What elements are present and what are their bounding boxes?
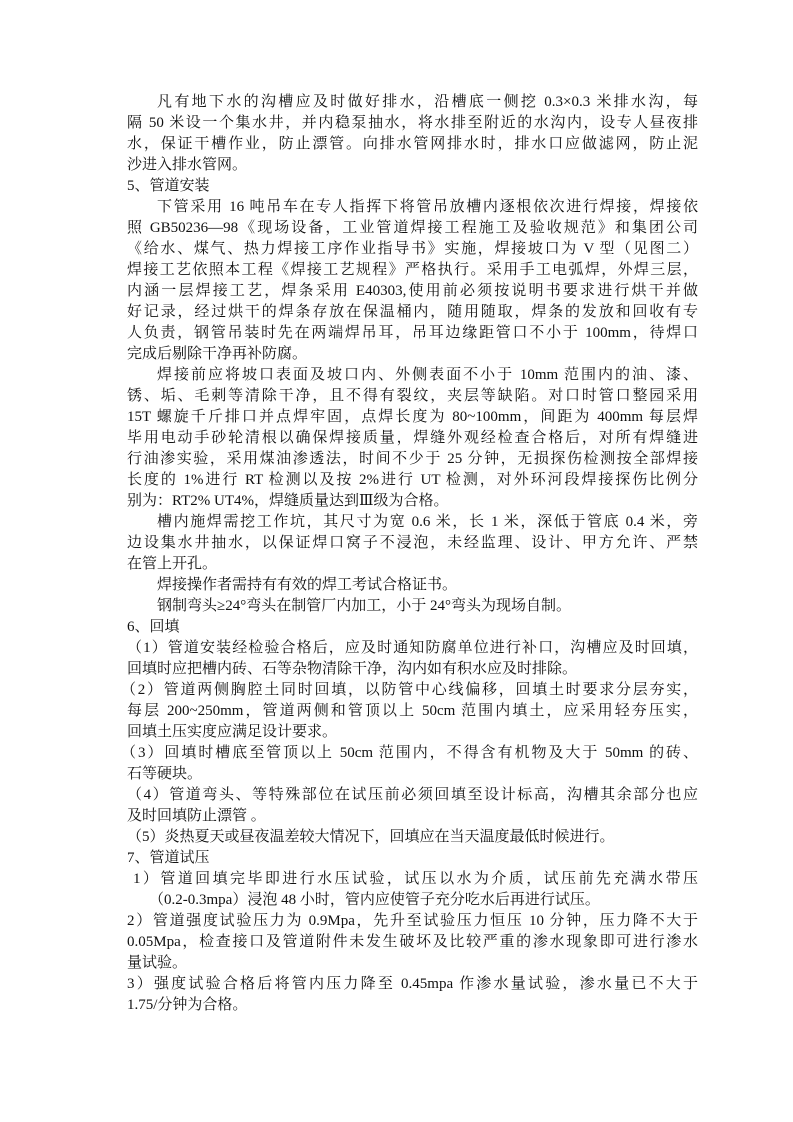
paragraph: [127, 974, 698, 1016]
paragraph: [127, 575, 698, 596]
text-line: 内涵一层焊接工艺，焊条采用 E40303,使用前必须按说明书要求进行烘干并做: [127, 283, 698, 299]
section-heading: [127, 848, 698, 869]
text-line: 15T 螺旋千斤排口并点焊牢固，点焊长度为 80~100mm，间距为 400mm 每层焊: [127, 409, 698, 425]
text-line: 2）管道强度试验压力为 0.9Mpa，先升至试验压力恒压 10 分钟，压力降不大于: [127, 913, 698, 929]
text-line: 《给水、煤气、热力焊接工序作业指导书》实施，焊接坡口为 V 型（见图二）: [127, 241, 698, 257]
text-line: 焊接工艺依照本工程《焊接工艺规程》严格执行。采用手工电弧焊，外焊三层，: [127, 262, 698, 278]
text-line: 石等硬块。: [127, 766, 203, 782]
paragraph: [127, 869, 698, 911]
text-line: 及时回填防止漂管 。: [127, 808, 266, 824]
paragraph: [127, 827, 698, 848]
text-line: 别为：RT2% UT4%，焊缝质量达到Ⅲ级为合格。: [127, 493, 449, 509]
text-line: 5、管道安装: [127, 178, 210, 194]
text-line: 水，保证干槽作业，防止漂管。向排水管网排水时，排水口应做滤网，防止泥: [127, 136, 698, 152]
text-line: 凡有地下水的沟槽应及时做好排水，沿槽底一侧挖 0.3×0.3 米排水沟，每: [157, 94, 698, 110]
text-line: 行油渗实验，采用煤油渗透法，时间不少于 25 分钟，无损探伤检测按全部焊接: [127, 451, 698, 467]
text-line: 1）管道回填完毕即进行水压试验，试压以水为介质，试压前先充满水带压: [133, 871, 698, 887]
paragraph: [121, 680, 698, 743]
paragraph: [127, 911, 698, 974]
text-line: 焊接前应将坡口表面及坡口内、外侧表面不小于 10mm 范围内的油、漆、: [157, 367, 698, 383]
text-line: 完成后剔除干净再补防腐。: [127, 346, 308, 362]
text-line: 在管上开孔。: [127, 556, 218, 572]
text-line: 0.05Mpa，检查接口及管道附件未发生破坏及比较严重的渗水现象即可进行渗水: [127, 934, 698, 950]
text-line: （3）回填时槽底至管顶以上 50cm 范围内，不得含有机物及大于 50mm 的砖、: [121, 745, 698, 761]
text-line: 钢制弯头≥24°弯头在制管厂内加工，小于 24°弯头为现场自制。: [157, 598, 571, 614]
paragraph: [121, 743, 698, 785]
text-line: 每层 200~250mm，管道两侧和管顶以上 50cm 范围内填土，应采用轻夯压实，: [127, 703, 698, 719]
paragraph: [127, 638, 698, 680]
text-line: 沙进入排水管网。: [127, 157, 248, 173]
section-heading: [127, 617, 698, 638]
text-line: 人负责，钢管吊装时先在两端焊吊耳，吊耳边缘距管口不小于 100mm，待焊口: [127, 325, 698, 341]
text-line: 7、管道试压: [127, 850, 210, 866]
paragraph: [127, 596, 698, 617]
text-line: 长度的 1%进行 RT 检测以及按 2%进行 UT 检测，对外环河段焊接探伤比例分: [127, 472, 698, 488]
text-line: 3）强度试验合格后将管内压力降至 0.45mpa 作渗水量试验，渗水量已不大于: [127, 976, 698, 992]
text-line: 槽内施焊需挖工作坑，其尺寸为宽 0.6 米，长 1 米，深低于管底 0.4 米，旁: [157, 514, 698, 530]
section-heading: [127, 176, 698, 197]
text-line: 隔 50 米设一个集水井，并内稳泵抽水，将水排至附近的水沟内，设专人昼夜排: [127, 115, 698, 131]
text-line: 锈、垢、毛刺等清除干净，且不得有裂纹，夹层等缺陷。对口时管口整园采用: [127, 388, 698, 404]
text-line: 回填土压实度应满足设计要求。: [127, 724, 338, 740]
text-line: 焊接操作者需持有有效的焊工考试合格证书。: [157, 577, 458, 593]
document-body: [121, 92, 698, 1016]
text-line: 边设集水井抽水，以保证焊口窝子不浸泡，未经监理、设计、甲方允许、严禁: [127, 535, 698, 551]
text-line: （0.2-0.3mpa）浸泡 48 小时，管内应使管子充分吃水后再进行试压。: [149, 892, 600, 908]
text-line: 照 GB50236—98《现场设备，工业管道焊接工程施工及验收规范》和集团公司: [127, 220, 698, 236]
paragraph: [127, 365, 698, 512]
paragraph: [127, 197, 698, 365]
text-line: （1）管道安装经检验合格后，应及时通知防腐单位进行补口，沟槽应及时回填，: [127, 640, 698, 656]
paragraph: [127, 92, 698, 176]
text-line: 回填时应把槽内砖、石等杂物清除干净，沟内如有积水应及时排除。: [127, 661, 578, 677]
paragraph: [127, 785, 698, 827]
text-line: （5）炎热夏天或昼夜温差较大情况下，回填应在当天温度最低时候进行。: [127, 829, 615, 845]
text-line: （2）管道两侧胸腔土同时回填，以防管中心线偏移，回填土时要求分层夯实，: [121, 682, 698, 698]
paragraph: [127, 512, 698, 575]
text-line: 好记录，经过烘干的焊条存放在保温桶内，随用随取，焊条的发放和回收有专: [127, 304, 698, 320]
text-line: 6、回填: [127, 619, 180, 635]
text-line: （4）管道弯头、等特殊部位在试压前必须回填至设计标高，沟槽其余部分也应: [127, 787, 698, 803]
text-line: 下管采用 16 吨吊车在专人指挥下将管吊放槽内逐根依次进行焊接，焊接依: [157, 199, 698, 215]
text-line: 1.75/分钟为合格。: [127, 997, 248, 1013]
text-line: 量试验。: [127, 955, 188, 971]
text-line: 毕用电动手砂轮清根以确保焊接质量，焊缝外观经检查合格后，对所有焊缝进: [127, 430, 698, 446]
